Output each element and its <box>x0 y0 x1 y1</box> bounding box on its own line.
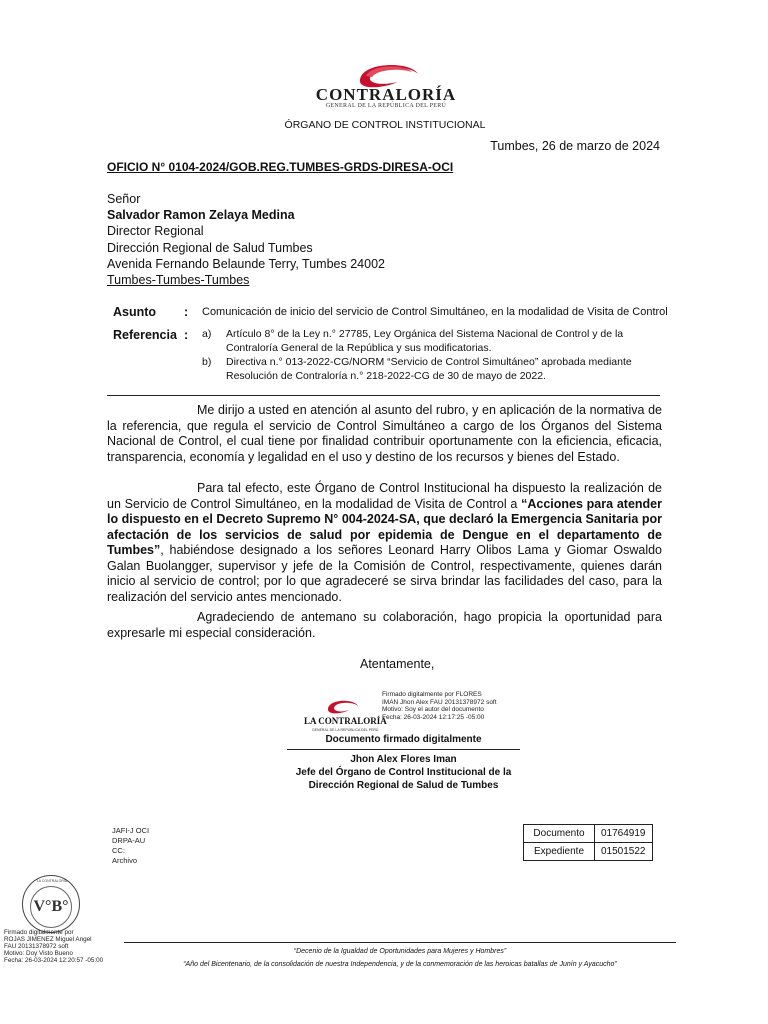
place-date: Tumbes, 26 de marzo de 2024 <box>490 139 660 153</box>
table-row <box>524 825 653 843</box>
footer-line-2: “Año del Bicentenario, de la consolidación de nuestra Independencia, y de la conmemoración de las heroicas batallas de Junín y Ayacucho” <box>183 961 617 968</box>
initials-line: DRPA-AU <box>112 836 146 845</box>
addressee-entity: Dirección Regional de Salud Tumbes <box>107 240 313 255</box>
divider <box>107 395 660 396</box>
addressee-address: Avenida Fernando Belaunde Terry, Tumbes 24002 <box>107 256 385 271</box>
addressee-position: Director Regional <box>107 224 204 239</box>
signature-meta-line: Fecha: 26-03-2024 12:17:25 -05:00 <box>382 713 485 721</box>
signature-digital-label: Documento firmado digitalmente <box>325 734 482 745</box>
referencia-marker: a) <box>202 328 212 340</box>
body-p2-start: Para tal efecto, este Órgano de Control Institucional ha dispuesto la realización de un Servicio de Control Simultáneo, en la modalidad de Visita de Control a <box>107 481 662 511</box>
referencia-text: Directiva n.° 013-2022-CG/NORM “Servicio de Control Simultáneo” aprobada mediante Resolución de Contraloría n.° 218-2022-CG de 30 de mayo de 2022. <box>226 356 632 382</box>
body-paragraph-2 <box>107 481 662 605</box>
body-paragraph-3 <box>107 610 662 641</box>
signature-logo-name: LA CONTRALORÍA <box>304 716 387 726</box>
signer-title-1: Jefe del Órgano de Control Institucional de la <box>295 767 512 778</box>
header-org-name: CONTRALORÍA <box>315 85 457 104</box>
closing: Atentamente, <box>360 657 435 671</box>
header-unit: ÓRGANO DE CONTROL INSTITUCIONAL <box>284 119 486 131</box>
vb-meta-line: Firmado digitalmente por <box>4 929 74 936</box>
initials-line: JAFI-J OCI <box>112 826 150 835</box>
vb-meta-line: Fecha: 26-03-2024 12:20:57 -05:00 <box>4 957 104 964</box>
addressee-city: Tumbes-Tumbes-Tumbes <box>107 273 250 288</box>
oficio-number: OFICIO N° 0104-2024/GOB.REG.TUMBES-GRDS-DIRESA-OCI <box>107 160 454 174</box>
body-p2-emphasis: “Acciones para atender lo dispuesto en el Decreto Supremo N° 004-2024-SA, que declaró la Emergencia Sanitaria por afectación de los servicios de salud por epidemia de Dengue en el departamento de Tumbes” <box>107 496 662 557</box>
vb-meta-line: ROJAS JIMENEZ Miguel Angel <box>4 936 92 943</box>
asunto-colon: : <box>184 305 189 319</box>
addressee-salutation: Señor <box>107 192 141 206</box>
signature-meta-line: Motivo: Soy el autor del documento <box>382 706 484 713</box>
addressee-name: Salvador Ramon Zelaya Medina <box>107 208 295 223</box>
initials-line: CC: <box>112 846 125 855</box>
signature-line <box>287 749 520 750</box>
footer-line-1: “Decenio de la Igualdad de Oportunidades para Mujeres y Hombres” <box>293 948 507 955</box>
referencia-text: Artículo 8° de la Ley n.° 27785, Ley Orgánica del Sistema Nacional de Control y de la Contraloría General de la República y sus modificatorias. <box>226 328 624 354</box>
referencia-label: Referencia <box>113 328 177 342</box>
table-cell-value: 01501522 <box>595 843 653 861</box>
vb-meta-line: Motivo: Doy Visto Bueno <box>4 950 73 957</box>
footer-divider <box>124 942 676 943</box>
signature-logo-subtitle: GENERAL DE LA REPÚBLICA DEL PERÚ <box>312 728 379 732</box>
visto-bueno-mark: V°B° <box>30 886 72 928</box>
vb-meta-line: FAU 20131378972 soft <box>4 943 69 950</box>
initials-block <box>112 826 149 866</box>
table-cell-label: Expediente <box>524 843 595 861</box>
visto-bueno-metadata <box>4 929 103 964</box>
document-reference-table <box>523 824 653 861</box>
header-org-subtitle: GENERAL DE LA REPÚBLICA DEL PERÚ <box>325 103 447 109</box>
signer-title-2: Dirección Regional de Salud de Tumbes <box>308 780 499 791</box>
table-row <box>524 843 653 861</box>
body-paragraph-1 <box>107 403 662 465</box>
signature-meta-line: Firmado digitalmente por FLORES <box>382 691 482 698</box>
referencia-colon: : <box>184 328 189 342</box>
signature-metadata <box>382 691 497 721</box>
visto-bueno-top-text: LA CONTRALORÍA <box>36 879 68 883</box>
addressee-block <box>107 191 385 288</box>
signer-block <box>287 753 520 792</box>
initials-line: Archivo <box>112 856 138 865</box>
table-cell-value: 01764919 <box>595 825 653 843</box>
asunto-label: Asunto <box>113 305 157 319</box>
signature-meta-line: IMAN Jhon Alex FAU 20131378972 soft <box>382 698 497 706</box>
body-p3-text: Agradeciendo de antemano su colaboración, hago propicia la oportunidad para expresarle mi especial consideración. <box>107 610 662 640</box>
signer-name: Jhon Alex Flores Iman <box>350 754 457 765</box>
body-p1-text: Me dirijo a usted en atención al asunto del rubro, y en aplicación de la normativa de la referencia, que regula el servicio de Control Simultáneo a cargo de los Órganos del Sistema Nacional de Control, el cual tiene por finalidad contribuir oportunamente con la eficiencia, eficacia, transparencia, economía y legalidad en el uso y destino de los recursos y bienes del Estado. <box>107 403 662 464</box>
referencia-marker: b) <box>202 356 212 368</box>
body-p2-end: , habiéndose designado a los señores Leonard Harry Olibos Lama y Giomar Oswaldo Galan Buolangger, supervisor y jefe de la Comisión de Control, respectivamente, quienes darán inicio al servicio de control; por lo que agradeceré se sirva brindar las facilidades del caso, para la realización del servicio antes mencionado. <box>107 543 662 604</box>
asunto-text: Comunicación de inicio del servicio de Control Simultáneo, en la modalidad de Visita de Control <box>202 306 668 318</box>
table-cell-label: Documento <box>524 825 595 843</box>
